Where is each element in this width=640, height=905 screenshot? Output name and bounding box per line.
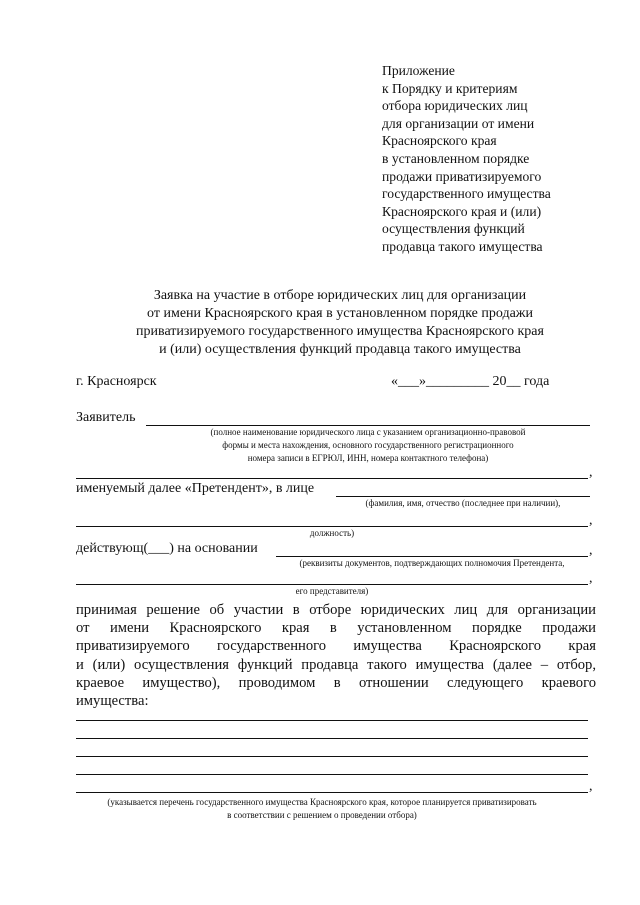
applicant-hint-line: формы и места нахождения, основного государственного регистрационного	[222, 440, 514, 450]
document-title	[60, 287, 620, 359]
footer-hint-line: (указывается перечень государственного имущества Красноярского края, которое планируется приватизировать	[107, 797, 537, 807]
property-list-line[interactable]	[76, 720, 588, 721]
appendix-line: в установленном порядке	[382, 150, 530, 166]
appendix-line: для организации от имени	[382, 115, 535, 131]
appendix-line: государственного имущества	[382, 186, 551, 202]
applicant-hint	[146, 426, 590, 465]
paragraph-line: и (или) осуществления функций продавца такого имущества (далее – отбор,	[76, 656, 596, 673]
date-field[interactable]: «___»_________ 20__ года	[391, 374, 550, 389]
paragraph-line: от имени Красноярского края в установленном порядке продажи	[76, 620, 596, 637]
acting-hint-representative: его представителя)	[295, 586, 369, 596]
paragraph-line: приватизируемого государственного имущества Красноярского края	[76, 638, 596, 655]
pretender-hint: (фамилия, имя, отчество (последнее при наличии),	[365, 498, 561, 508]
appendix-line: отбора юридических лиц	[382, 98, 528, 114]
decision-paragraph	[76, 601, 596, 710]
applicant-label: Заявитель	[76, 410, 136, 425]
paragraph-line: краевое имущество), проводимом в отношении следующего краевого	[76, 674, 596, 691]
title-line: от имени Красноярского края в установленном порядке продажи	[147, 306, 533, 321]
property-list-line[interactable]	[76, 774, 588, 775]
applicant-input-line-2[interactable]	[76, 478, 588, 479]
appendix-header	[382, 62, 551, 256]
pretender-label: именуемый далее «Претендент», в лице	[76, 481, 315, 496]
appendix-line: Приложение	[382, 63, 455, 78]
footer-hint-line: в соответствии с решением о проведении отбора)	[227, 810, 417, 820]
pretender-hint-position: должность)	[309, 528, 355, 538]
comma: ,	[589, 465, 593, 480]
comma: ,	[589, 571, 593, 586]
property-list-hint	[30, 796, 614, 822]
acting-hint: (реквизиты документов, подтверждающих полномочия Претендента,	[299, 558, 565, 568]
applicant-hint-line: номера записи в ЕГРЮЛ, ИНН, номера контактного телефона)	[247, 453, 489, 463]
appendix-line: Красноярского края	[382, 133, 497, 149]
property-list-line[interactable]	[76, 738, 588, 739]
title-line: и (или) осуществления функций продавца такого имущества	[159, 342, 521, 357]
property-list-line[interactable]	[76, 756, 588, 757]
title-line: Заявка на участие в отборе юридических лиц для организации	[153, 288, 527, 303]
place-label: г. Красноярск	[76, 374, 157, 389]
appendix-line: осуществления функций	[382, 221, 525, 237]
applicant-hint-line: (полное наименование юридического лица с указанием организационно-правовой	[210, 427, 526, 437]
acting-label: действующ(___) на основании	[76, 541, 258, 556]
appendix-line: продавца такого имущества	[382, 238, 543, 254]
paragraph-line: принимая решение об участии в отборе юридических лиц для организации	[76, 602, 596, 618]
title-line: приватизируемого государственного имущества Красноярского края	[136, 324, 544, 339]
paragraph-line: имущества:	[76, 692, 149, 709]
property-list-line[interactable]	[76, 792, 588, 793]
appendix-line: Красноярского края и (или)	[382, 203, 542, 219]
comma: ,	[589, 779, 593, 794]
comma: ,	[589, 513, 593, 528]
appendix-line: продажи приватизируемого	[382, 168, 542, 184]
appendix-line: к Порядку и критериям	[382, 80, 518, 96]
comma: ,	[589, 543, 593, 558]
